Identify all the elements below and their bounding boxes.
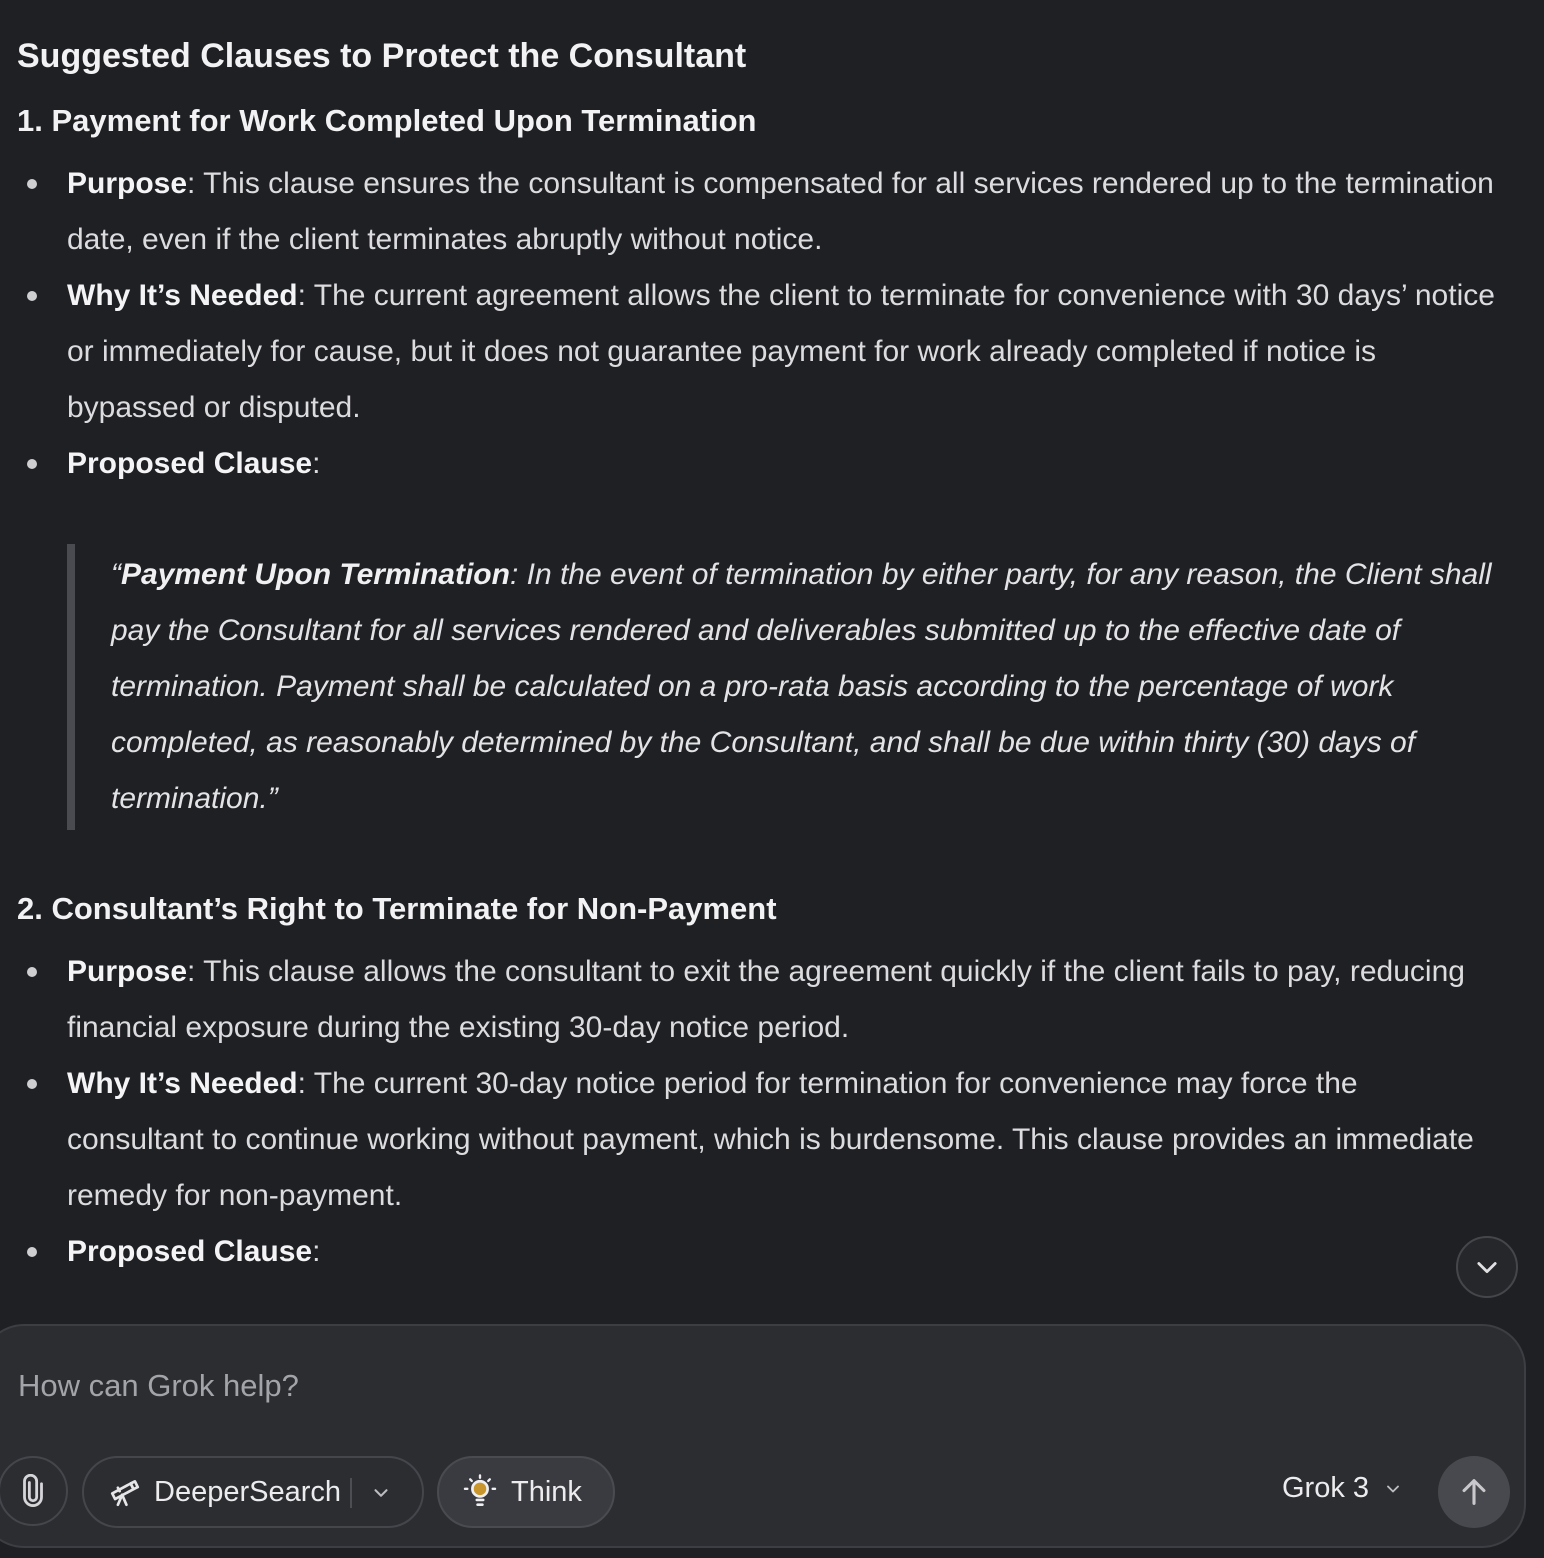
list-item (17, 436, 1497, 492)
divider (350, 1478, 352, 1508)
chevron-down-icon (1473, 1253, 1501, 1281)
list-item (17, 1224, 1497, 1280)
bullet-text: : This clause allows the consultant to exit the agreement quickly if the client fails to pay, reducing financial exposure during the existing 30-day notice period. (67, 955, 1465, 1044)
bullet-label: Purpose (67, 167, 188, 200)
section-heading: 2. Consultant’s Right to Terminate for Non-Payment (17, 891, 777, 926)
quote-text: : In the event of termination by either party, for any reason, the Client shall pay the Consultant for all services rendered and deliverables submitted up to the effective date of termination. Payment shall be calculated on a pro-rata basis according to the percentage of work completed, as reasonably determined by the Consultant, and shall be due within thirty (30) days of termination.” (111, 558, 1492, 815)
bullet-text: : (312, 1235, 321, 1268)
bullet-label: Why It’s Needed (67, 279, 298, 312)
arrow-up-icon (1457, 1475, 1491, 1509)
paperclip-icon (18, 1474, 48, 1508)
composer (0, 1324, 1526, 1548)
quote-label: Payment Upon Termination (121, 558, 510, 591)
section-heading: 1. Payment for Work Completed Upon Termination (17, 103, 757, 138)
model-selector[interactable] (1282, 1472, 1403, 1505)
bullet-dot (27, 179, 37, 189)
list-item (17, 1056, 1497, 1224)
telescope-icon (108, 1475, 142, 1509)
bullet-label: Proposed Clause (67, 447, 313, 480)
proposed-clause-quote (67, 544, 1497, 830)
bullet-text: : The current agreement allows the client to terminate for convenience with 30 days’ notice or immediately for cause, but it does not guarantee payment for work already completed if notice is bypassed or disputed. (67, 279, 1495, 424)
bullet-text: : (312, 447, 321, 480)
section-2 (17, 884, 1497, 1280)
quote-open-mark: “ (111, 558, 121, 591)
bullet-label: Proposed Clause (67, 1235, 313, 1268)
chevron-down-icon (1383, 1479, 1403, 1499)
bullet-dot (27, 967, 37, 977)
deepersearch-label: DeeperSearch (154, 1475, 341, 1508)
list-item (17, 156, 1497, 268)
bullet-label: Purpose (67, 955, 188, 988)
assistant-message (17, 28, 1497, 1280)
think-button[interactable] (437, 1456, 615, 1528)
bullet-dot (27, 1247, 37, 1257)
bullet-text: : The current 30-day notice period for termination for convenience may force the consultant to continue working without payment, which is burdensome. This clause provides an immediate remedy for non-payment. (67, 1067, 1474, 1212)
bullet-list (17, 944, 1497, 1280)
list-item (17, 944, 1497, 1056)
page-title: Suggested Clauses to Protect the Consultant (17, 37, 747, 75)
chevron-down-icon[interactable] (370, 1482, 392, 1504)
send-button[interactable] (1438, 1456, 1510, 1528)
bullet-label: Why It’s Needed (67, 1067, 298, 1100)
attach-button[interactable] (0, 1456, 68, 1526)
deepersearch-button[interactable] (82, 1456, 424, 1528)
section-1 (17, 96, 1497, 830)
message-input[interactable]: How can Grok help? (18, 1368, 299, 1403)
think-label: Think (511, 1475, 582, 1508)
scroll-down-button[interactable] (1456, 1236, 1518, 1298)
lightbulb-icon (461, 1473, 499, 1511)
bullet-list (17, 156, 1497, 492)
bullet-dot (27, 291, 37, 301)
bullet-text: : This clause ensures the consultant is compensated for all services rendered up to the termination date, even if the client terminates abruptly without notice. (67, 167, 1494, 256)
bullet-dot (27, 459, 37, 469)
model-label: Grok 3 (1282, 1472, 1370, 1504)
list-item (17, 268, 1497, 436)
bullet-dot (27, 1079, 37, 1089)
